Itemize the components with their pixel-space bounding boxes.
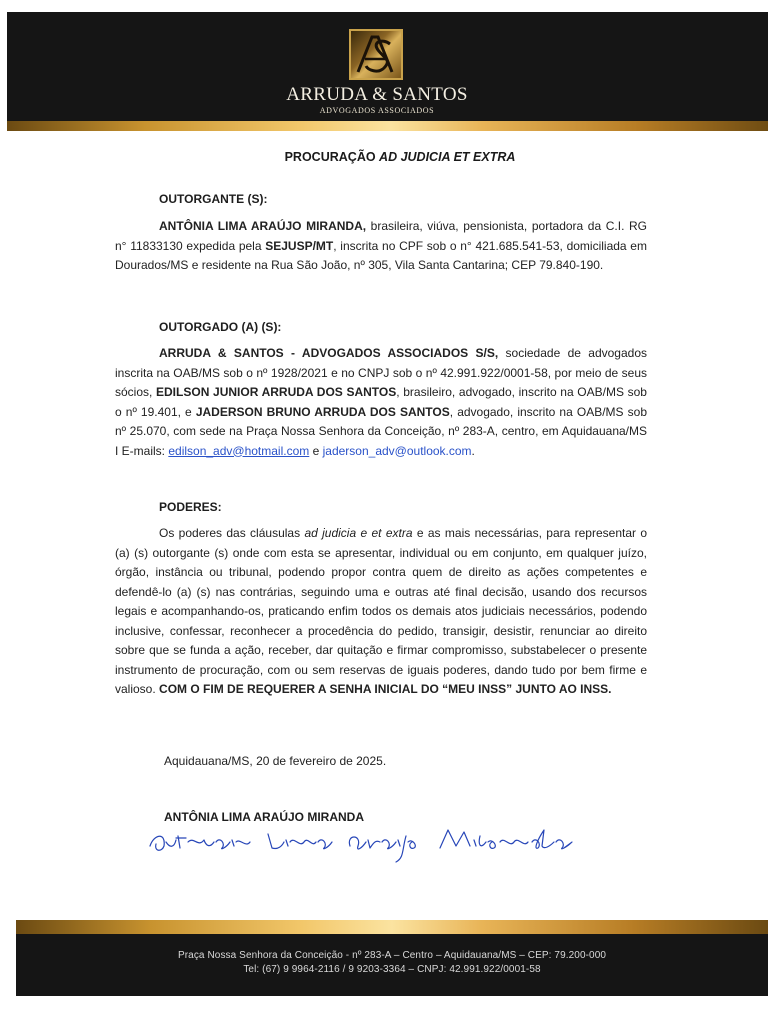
firm-name: ARRUDA & SANTOS [286,84,468,105]
partner-1: EDILSON JUNIOR ARRUDA DOS SANTOS [156,385,397,399]
outorgado-firm: ARRUDA & SANTOS - ADVOGADOS ASSOCIADOS S/S, [159,346,499,360]
footer-address: Praça Nossa Senhora da Conceição - nº 283-A – Centro – Aquidauana/MS – CEP: 79.200-000 [177,950,607,961]
letterhead-gold-stripe [7,121,768,131]
email-link-1[interactable]: edilson_adv@hotmail.com [168,443,310,458]
email-link-2[interactable]: jaderson_adv@outlook.com [322,443,472,458]
title-prefix: PROCURAÇÃO [284,150,380,164]
handwritten-signature [140,812,580,868]
as-monogram-logo-icon [349,29,403,80]
footer-gold-stripe [16,920,768,934]
logo-graphic [352,32,400,77]
poderes-paragraph: Os poderes das cláusulas ad judicia e et extra e as mais necessárias, para representar o (a) (s) outorgante (s) onde com esta se apresentar, individual ou em conjunto, em qualquer juízo, órgão, instância ou tribunal, podendo propor contra quem de direito as ações competentes e defendê-lo (a) (s) nas contrárias, seguindo uma e outras até final decisão, usando dos recursos legais e acompanhando-os, praticando enfim todos os demais atos judiciais necessários, podendo inclusive, confessar, reconhecer a procedência do pedido, transigir, desistir, renunciar ao direito sobre que se funda a ação, receber, dar quitação e firmar compromisso, substabelecer o presente instrumento de procuração, com ou sem reservas de iguais poderes, dando tudo por bem firme e valioso. COM O FIM DE REQUERER A SENHA INICIAL DO “MEU INSS” JUNTO AO INSS. [115,526,648,696]
poderes-italic: ad judicia e et extra [304,526,413,540]
place-date: Aquidauana/MS, 20 de fevereiro de 2025. [164,754,387,768]
title-italic: AD JUDICIA ET EXTRA [379,150,516,164]
document-title [0,150,768,164]
outorgante-name: ANTÔNIA LIMA ARAÚJO MIRANDA, [159,219,367,233]
issuer: SEJUSP/MT [265,238,334,253]
poderes-purpose: COM O FIM DE REQUERER A SENHA INICIAL DO “MEU INSS” JUNTO AO INSS. [159,682,612,696]
outorgado-heading: OUTORGADO (A) (S): [159,320,282,334]
outorgado-paragraph: ARRUDA & SANTOS - ADVOGADOS ASSOCIADOS S/S, sociedade de advogados inscrita na OAB/MS sob o nº 1928/2021 e no CNPJ sob o nº 42.991.922/0001-58, por meio de seus sócios, EDILSON JUNIOR ARRUDA DOS SANTOS, brasileiro, advogado, inscrito na OAB/MS sob o nº 19.401, e JADERSON BRUNO ARRUDA DOS SANTOS, advogado, inscrito na OAB/MS sob nº 25.070, com sede na Praça Nossa Senhora da Conceição, nº 283-A, centro, em Aquidauana/MS I E-mails: edilson_adv@hotmail.com e jaderson_adv@outlook.com. [115,346,648,458]
poderes-heading: PODERES: [159,500,222,514]
signature-stroke [150,830,572,862]
footer-contacts: Tel: (67) 9 9964-2116 / 9 9203-3364 – CNPJ: 42.991.922/0001-58 [243,964,541,975]
firm-subtitle: ADVOGADOS ASSOCIADOS [319,106,435,115]
partner-2: JADERSON BRUNO ARRUDA DOS SANTOS [195,404,450,419]
signer-printed-name: ANTÔNIA LIMA ARAÚJO MIRANDA [164,810,364,824]
outorgante-heading: OUTORGANTE (S): [159,192,268,206]
outorgante-paragraph: ANTÔNIA LIMA ARAÚJO MIRANDA, brasileira, viúva, pensionista, portadora da C.I. RG n° 11833130 expedida pela SEJUSP/MT, inscrita no CPF sob o n° 421.685.541-53, domiciliada em Dourados/MS e residente na Rua São João, nº 305, Vila Santa Cantarina; CEP 79.840-190. [115,219,647,272]
